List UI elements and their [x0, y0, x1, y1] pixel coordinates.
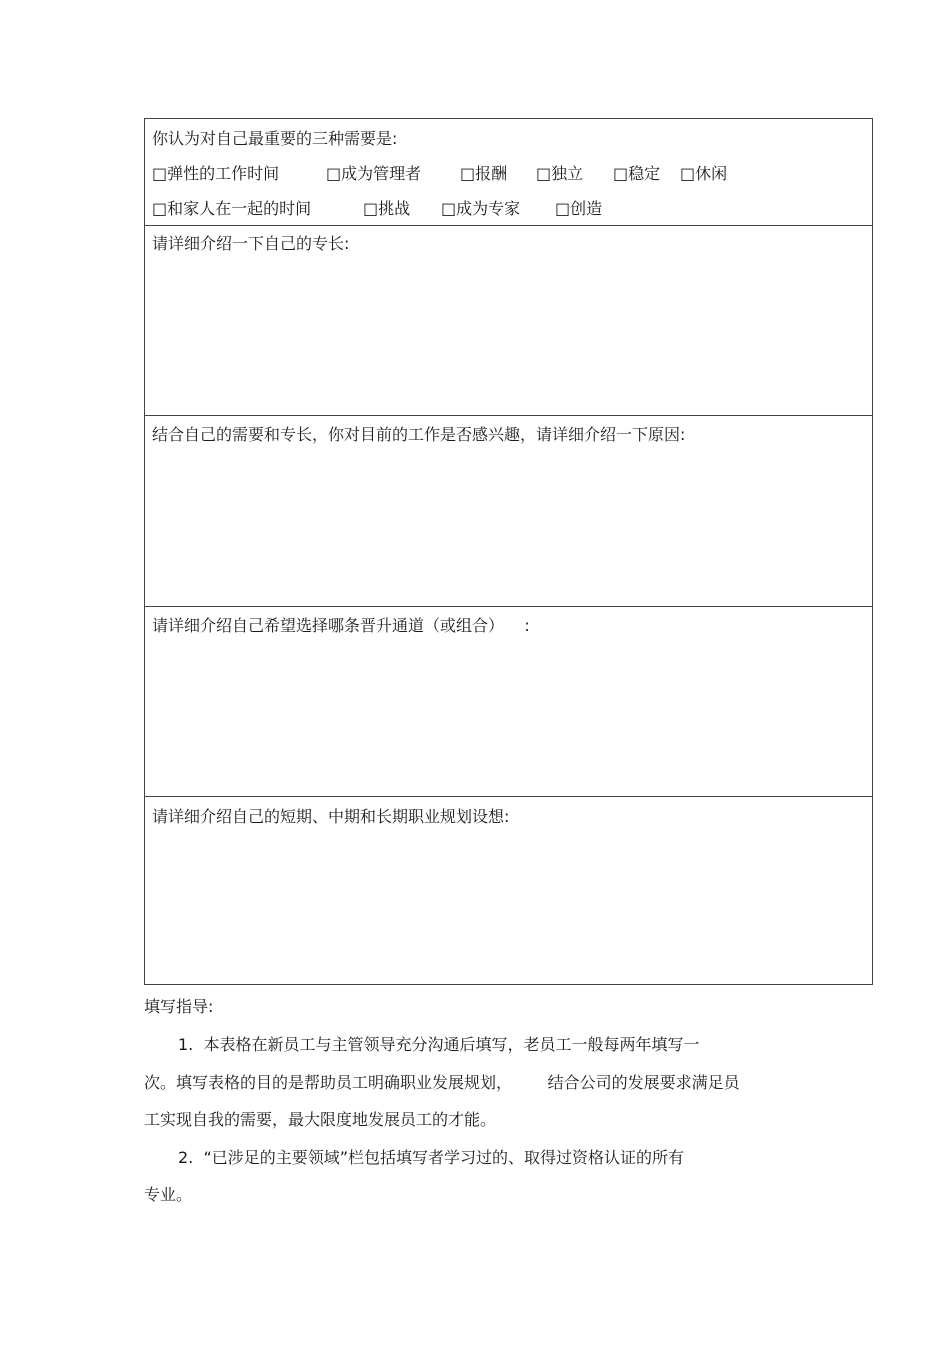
career-plan-row[interactable]	[145, 797, 872, 985]
option-independence[interactable]: □独立	[536, 164, 584, 183]
guide-title: 填写指导:	[144, 997, 214, 1016]
guide-item2-line1: 2. “已涉足的主要领域”栏包括填写者学习过的、取得过资格认证的所有	[178, 1148, 685, 1167]
career-form-table	[144, 118, 873, 985]
option-creativity[interactable]: □创造	[555, 199, 603, 218]
specialty-label: 请详细介绍一下自己的专长:	[152, 234, 350, 253]
specialty-row[interactable]	[145, 226, 872, 416]
option-flexible-time[interactable]: □弹性的工作时间	[152, 164, 280, 183]
option-stability[interactable]: □稳定	[613, 164, 661, 183]
option-challenge[interactable]: □挑战	[363, 199, 411, 218]
interest-label: 结合自己的需要和专长，你对目前的工作是否感兴趣，请详细介绍一下原因:	[152, 425, 686, 444]
guide-item2-line2: 专业。	[144, 1185, 193, 1204]
option-become-manager[interactable]: □成为管理者	[326, 164, 422, 183]
option-family-time[interactable]: □和家人在一起的时间	[152, 199, 312, 218]
option-become-expert[interactable]: □成为专家	[441, 199, 521, 218]
interest-row[interactable]	[145, 416, 872, 607]
option-compensation[interactable]: □报酬	[460, 164, 508, 183]
needs-row	[145, 119, 872, 226]
guide-item1-line2: 次。填写表格的目的是帮助员工明确职业发展规划， 结合公司的发展要求满足员	[144, 1073, 740, 1092]
promotion-label: 请详细介绍自己希望选择哪条晋升通道（或组合） :	[152, 616, 530, 635]
option-leisure[interactable]: □休闲	[680, 164, 728, 183]
guide-item1-line3: 工实现自我的需要，最大限度地发展员工的才能。	[144, 1110, 497, 1129]
career-plan-label: 请详细介绍自己的短期、中期和长期职业规划设想:	[152, 807, 510, 826]
guide-item1-line1: 1. 本表格在新员工与主管领导充分沟通后填写，老员工一般每两年填写一	[178, 1035, 700, 1054]
promotion-row[interactable]	[145, 607, 872, 797]
needs-question: 你认为对自己最重要的三种需要是:	[152, 129, 398, 148]
